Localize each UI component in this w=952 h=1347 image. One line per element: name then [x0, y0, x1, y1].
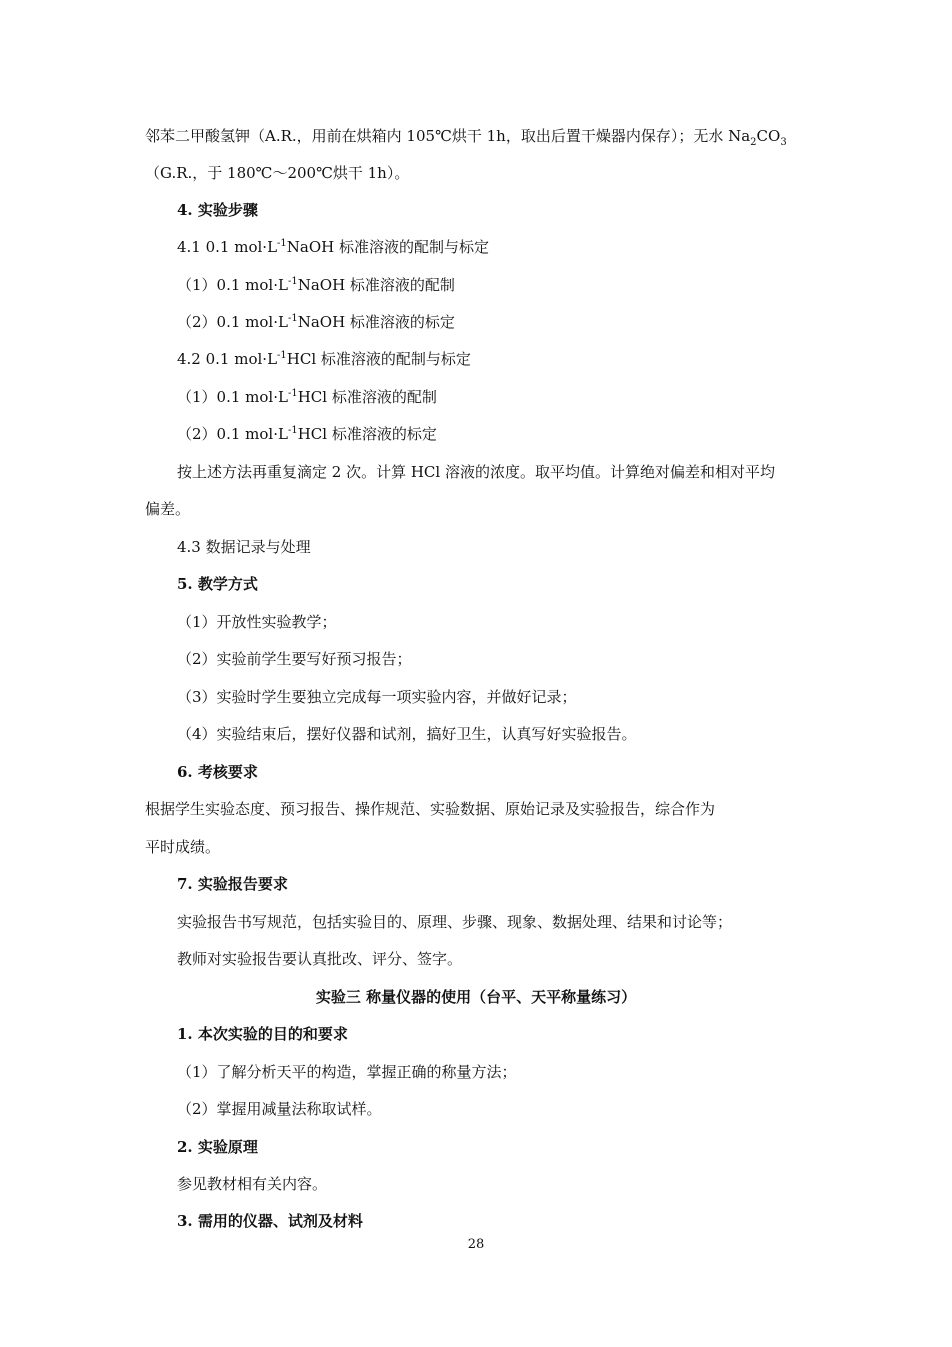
experiment-title: 实验三 称量仪器的使用（台平、天平称量练习）	[315, 988, 637, 1006]
step-4-1-2: （2）0.1 $mol\cdot L^{-1}NaOH$ 标准溶液的标定	[177, 313, 455, 331]
report-requirement-1: 实验报告书写规范，包括实验目的、原理、步骤、现象、数据处理、结果和讨论等；	[177, 913, 733, 931]
subsection-4-3: 4.3 数据记录与处理	[177, 538, 311, 556]
reagent-line-1: 邻苯二甲酸氢钾（A.R.，用前在烘箱内 105℃烘干 1h，取出后置干燥器内保存）；无水 $Na_2CO_3$	[145, 127, 787, 148]
section-heading-3: 3. 需用的仪器、试剂及材料	[177, 1212, 363, 1230]
section-heading-1: 1. 本次实验的目的和要求	[177, 1025, 348, 1043]
step-4-1-1: （1）0.1 $mol\cdot L^{-1}NaOH$ 标准溶液的配制	[177, 276, 455, 294]
teaching-item-3: （3）实验时学生要独立完成每一项实验内容，并做好记录；	[177, 688, 577, 706]
objective-item-2: （2）掌握用减量法称取试样。	[177, 1100, 382, 1118]
teaching-item-4: （4）实验结束后，摆好仪器和试剂，搞好卫生，认真写好实验报告。	[177, 725, 637, 743]
step-4-2-2: （2）0.1 $mol\cdot L^{-1}HCl$ 标准溶液的标定	[177, 425, 437, 443]
step-4-2-1: （1）0.1 $mol\cdot L^{-1}HCl$ 标准溶液的配制	[177, 388, 437, 406]
objective-item-1: （1）了解分析天平的构造，掌握正确的称量方法；	[177, 1063, 517, 1081]
section-heading-7: 7. 实验报告要求	[177, 875, 288, 893]
principle-text: 参见教材相有关内容。	[177, 1175, 328, 1193]
teaching-item-1: （1）开放性实验教学；	[177, 613, 337, 631]
section-heading-6: 6. 考核要求	[177, 763, 258, 781]
paragraph-repeat-titration: 按上述方法再重复滴定 2 次。计算 HCl 溶液的浓度。取平均值。计算绝对偏差和相对平均	[177, 463, 775, 481]
teaching-item-2: （2）实验前学生要写好预习报告；	[177, 650, 412, 668]
reagent-line-2: （G.R.，于 180℃～200℃烘干 1h）。	[145, 164, 410, 182]
assessment-paragraph: 根据学生实验态度、预习报告、操作规范、实验数据、原始记录及实验报告，综合作为	[145, 800, 716, 818]
assessment-paragraph-cont: 平时成绩。	[145, 838, 221, 856]
subsection-4-1: 4.1 0.1 $mol\cdot L^{-1}NaOH$ 标准溶液的配制与标定	[177, 238, 489, 256]
paragraph-repeat-titration-cont: 偏差。	[145, 500, 191, 518]
page-number: 28	[467, 1237, 485, 1252]
report-requirement-2: 教师对实验报告要认真批改、评分、签字。	[177, 950, 463, 968]
subsection-4-2: 4.2 0.1 $mol\cdot L^{-1}HCl$ 标准溶液的配制与标定	[177, 350, 471, 368]
section-heading-5: 5. 教学方式	[177, 575, 258, 593]
section-heading-2: 2. 实验原理	[177, 1138, 258, 1156]
section-heading-4: 4. 实验步骤	[177, 201, 258, 219]
